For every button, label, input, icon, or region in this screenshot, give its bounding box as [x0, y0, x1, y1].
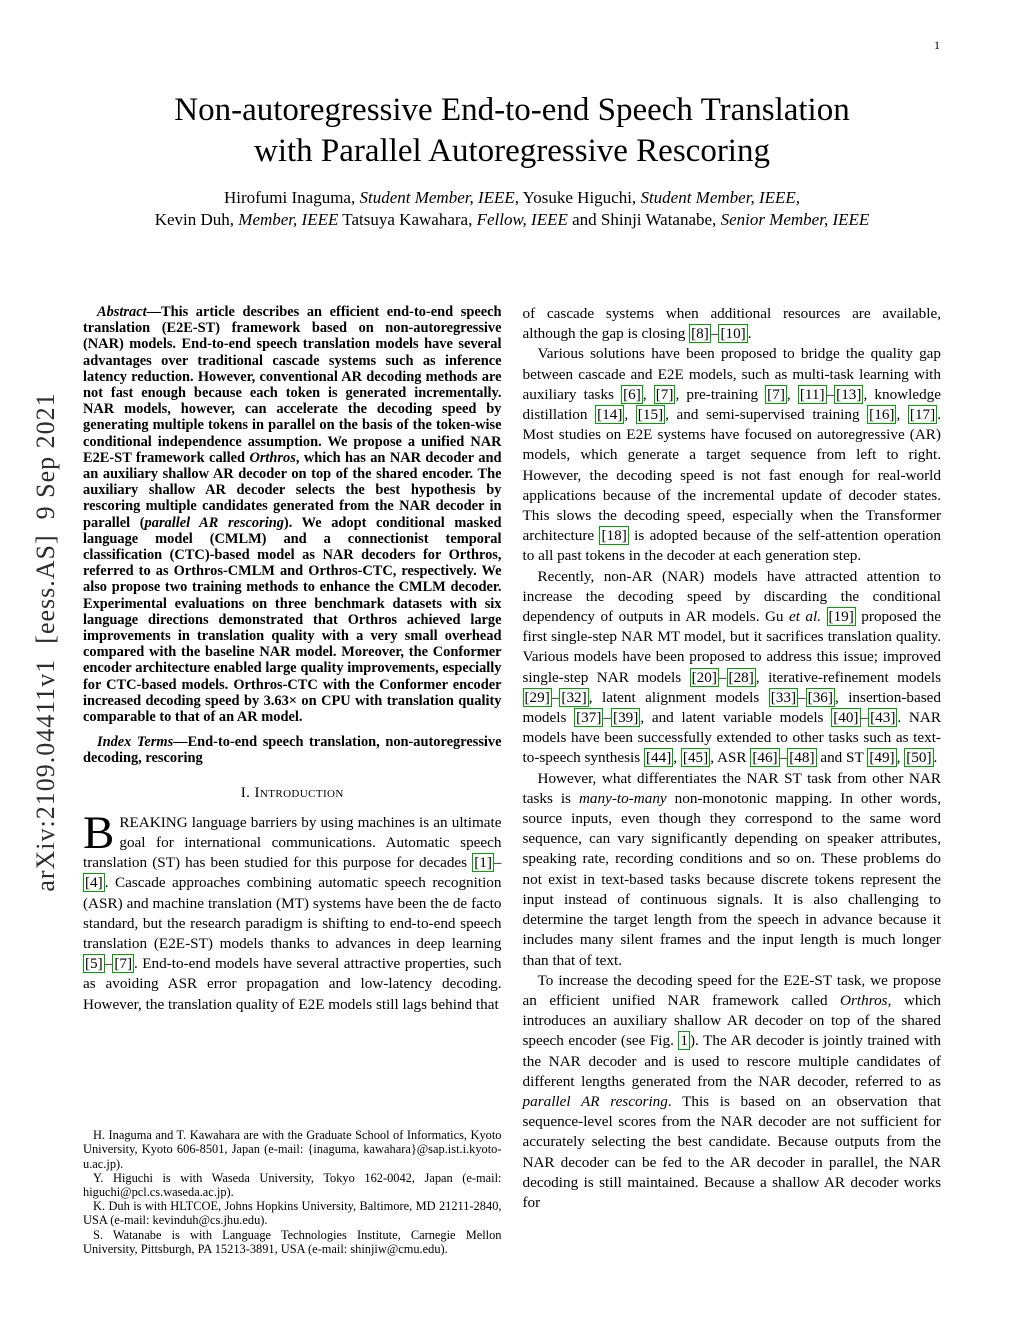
- paper-title-line2: with Parallel Autoregressive Rescoring: [254, 133, 770, 169]
- abstract: [83, 304, 502, 725]
- citation-link[interactable]: [7]: [767, 385, 785, 403]
- affiliation-footnote: Y. Higuchi is with Waseda University, Tokyo 162-0042, Japan (e-mail: higuchi@pcl.cs.waseda.ac.jp).: [83, 1170, 502, 1199]
- index-terms-text: End-to-end speech translation, non-autoregressive decoding, rescoring: [83, 734, 502, 767]
- body-paragraph: Recently, non-AR (NAR) models have attracted attention to increase the decoding speed by discarding the conditional dependency of outputs in AR models. Gu et al. [19] proposed the first single-step NAR MT model, but it sacrifices translation quality. Various models have been proposed to address this issue; improved single-step NAR models [20] – [28] , iterative-refinement models [29] – [32] , latent alignment models [33] – [36] , insertion-based models [37] – [39] , and latent variable models [40] – [43] . NAR models have been successfully extended to other tasks such as text-to-speech synthesis [44] , [45] , ASR [46] – [48] and ST [49] , [50] .: [522, 567, 942, 767]
- citation-link[interactable]: [7]: [655, 385, 674, 403]
- citation-link[interactable]: [1]: [474, 854, 492, 872]
- citation-link[interactable]: [43]: [870, 709, 896, 727]
- citation-link[interactable]: [20]: [691, 668, 717, 686]
- citation-link[interactable]: [15]: [637, 406, 664, 424]
- body-paragraph: of cascade systems when additional resources are available, although the gap is closing [8] – [10] .: [522, 305, 941, 343]
- section-heading-introduction: [83, 785, 502, 802]
- body-paragraph: Various solutions have been proposed to bridge the quality gap between cascade and E2E models, such as multi-task learning with auxiliary tasks [6] , [7] , pre-training [7] , [11] – [13] , knowledge distillation [14] , [15] , and semi-supervised training [16] , [17] . Most studies on E2E systems have focused on autoregressive (AR) models, which generate a target sequence from left to right. However, the decoding speed is not fast enough for real-world applications because of the incremental update of decoder states. This slows the decoding speed, especially when the Transformer architecture [18] is adopted because of the self-attention operation to all past tokens in the decoder at each generation step.: [522, 345, 942, 565]
- citation-link[interactable]: [16]: [869, 406, 895, 424]
- citation-link[interactable]: [32]: [561, 688, 587, 706]
- author-line: Kevin Duh, Member, IEEE Tatsuya Kawahara, Fellow, IEEE and Shinji Watanabe, Senior Member, IEEE: [154, 210, 870, 229]
- index-terms-label: Index Terms: [97, 734, 174, 751]
- paper-title-line1: Non-autoregressive End-to-end Speech Translation: [174, 92, 850, 128]
- citation-link[interactable]: [18]: [601, 527, 627, 545]
- drop-cap: B: [83, 806, 115, 859]
- citation-link[interactable]: [6]: [623, 385, 641, 403]
- citation-link[interactable]: [45]: [682, 749, 709, 767]
- index-terms: [83, 734, 502, 766]
- citation-link[interactable]: [17]: [909, 406, 936, 424]
- citation-link[interactable]: [44]: [645, 749, 672, 767]
- body-paragraph: BREAKING language barriers by using machines is an ultimate goal for international communications. Automatic speech translation (ST) has been studied for this purpose for decades [1] –[4] . Cascade approaches combining automatic speech recognition (ASR) and machine translation (MT) systems have been the de facto standard, but the research paradigm is shifting to end-to-end speech translation (E2E-ST) models thanks to advances in deep learning [5] – [7] . End-to-end models have several attractive properties, such as avoiding ASR error propagation and low-latency decoding. However, the translation quality of E2E models still lags behind that: [83, 806, 502, 1013]
- citation-link[interactable]: [40]: [833, 709, 859, 727]
- abstract-label: Abstract: [97, 304, 147, 320]
- citation-link[interactable]: [28]: [728, 668, 754, 686]
- author-line: Hirofumi Inaguma, Student Member, IEEE, Yosuke Higuchi, Student Member, IEEE,: [223, 188, 801, 207]
- abstract-text: This article describes an efficient end-to-end speech translation (E2E-ST) framework based on non-autoregressive (NAR) models. End-to-end speech translation models have several advantages over traditional cascade systems such as inference latency reduction. However, conventional AR decoding methods are not fast enough because each token is generated incrementally. NAR models, however, can accelerate the decoding speed by generating multiple tokens in parallel on the basis of the token-wise conditional independence assumption. We propose a unified NAR E2E-ST framework called Orthros, which has an NAR decoder and an auxiliary shallow AR decoder on top of the shared encoder. The auxiliary shallow AR decoder selects the best hypothesis by rescoring multiple candidates generated from the NAR decoder in parallel (parallel AR rescoring). We adopt conditional masked language model (CMLM) and a connectionist temporal classification (CTC)-based model as NAR decoders for Orthros, referred to as Orthros-CMLM and Orthros-CTC, respectively. We also propose two training methods to enhance the CMLM decoder. Experimental evaluations on three benchmark datasets with six language directions demonstrated that Orthros achieved large improvements in translation quality with a very small overhead compared with the baseline NAR model. Moreover, the Conformer encoder architecture enabled large quality improvements, especially for CTC-based models. Orthros-CTC with the Conformer encoder increased decoding speed by 3.63× on CPU with translation quality comparable to that of an AR model.: [83, 304, 502, 726]
- index-terms-dash: —: [173, 734, 188, 751]
- body-paragraph: However, what differentiates the NAR ST task from other NAR tasks is many-to-many non-monotonic mapping. In other words, source inputs, even though they correspond to the same word sequence, can vary significantly depending on speaker attributes, speaking rate, recording conditions and so on. These problems do not exist in text-based tasks because discrete tokens represent the input instead of continuous signals. It is also challenging to determine the target length from the speech in advance because it includes many silent frames and the input length is much longer than that of text.: [522, 769, 941, 969]
- citation-link[interactable]: [39]: [613, 709, 639, 727]
- citation-link[interactable]: [14]: [597, 406, 623, 424]
- section-number: I.: [240, 784, 251, 801]
- citation-link[interactable]: [46]: [752, 749, 778, 767]
- citation-link[interactable]: [29]: [524, 688, 550, 706]
- citation-link[interactable]: [8]: [691, 325, 709, 343]
- affiliation-footnote: S. Watanabe is with Language Technologies Institute, Carnegie Mellon University, Pittsburgh, PA 15213-3891, USA (e-mail: shinjiw@cmu.edu).: [83, 1227, 502, 1256]
- right-column: [523, 304, 942, 1213]
- abstract-dash: —: [146, 304, 161, 320]
- body-paragraph: To increase the decoding speed for the E2E-ST task, we propose an efficient unified NAR framework called Orthros, which introduces an auxiliary shallow AR decoder on top of the shared speech encoder (see Fig. 1 ). The AR decoder is jointly trained with the NAR decoder and is used to rescore multiple candidates of different lengths generated from the NAR decoder, referred to as parallel AR rescoring. This is based on an observation that sequence-level scores from the NAR decoder are not sufficient for accurately selecting the best candidate. Because outputs from the NAR decoder can be fed to the AR decoder in parallel, the NAR decoding is still maintained. Because a shallow AR decoder works for: [522, 971, 941, 1211]
- citation-link[interactable]: [11]: [799, 385, 825, 403]
- figure-ref-link[interactable]: 1: [680, 1032, 688, 1050]
- two-column-body: [0, 304, 1024, 1256]
- affiliation-footnote: H. Inaguma and T. Kawahara are with the Graduate School of Informatics, Kyoto University, Kyoto 606-8501, Japan (e-mail: {inaguma, kawahara}@sap.ist.i.kyoto-u.ac.jp).: [83, 1128, 502, 1171]
- affiliation-footnote: K. Duh is with HLTCOE, Johns Hopkins University, Baltimore, MD 21211-2840, USA (e-mail: kevinduh@cs.jhu.edu).: [83, 1199, 502, 1228]
- author-affiliation-footnotes: [83, 1128, 502, 1256]
- citation-link[interactable]: [4]: [85, 874, 103, 892]
- left-column: [83, 304, 502, 1256]
- citation-link[interactable]: [36]: [807, 688, 833, 706]
- citation-link[interactable]: [48]: [789, 749, 815, 767]
- arxiv-watermark: arXiv:2109.04411v1 [eess.AS] 9 Sep 2021: [31, 392, 60, 892]
- citation-link[interactable]: [19]: [828, 608, 854, 626]
- citation-link[interactable]: [49]: [869, 749, 895, 767]
- page-number: 1: [934, 38, 940, 52]
- citation-link[interactable]: [13]: [836, 385, 862, 403]
- citation-link[interactable]: [33]: [770, 688, 797, 706]
- citation-link[interactable]: [5]: [85, 955, 103, 973]
- citation-link[interactable]: [37]: [576, 709, 602, 727]
- citation-link[interactable]: [10]: [720, 325, 746, 343]
- citation-link[interactable]: [7]: [114, 955, 133, 973]
- section-title: Introduction: [254, 784, 344, 801]
- title-block: [0, 0, 1024, 230]
- author-list: [0, 187, 1024, 230]
- citation-link[interactable]: [50]: [906, 749, 932, 767]
- paper-title: [0, 90, 1024, 172]
- introduction-paragraphs: [83, 806, 502, 1015]
